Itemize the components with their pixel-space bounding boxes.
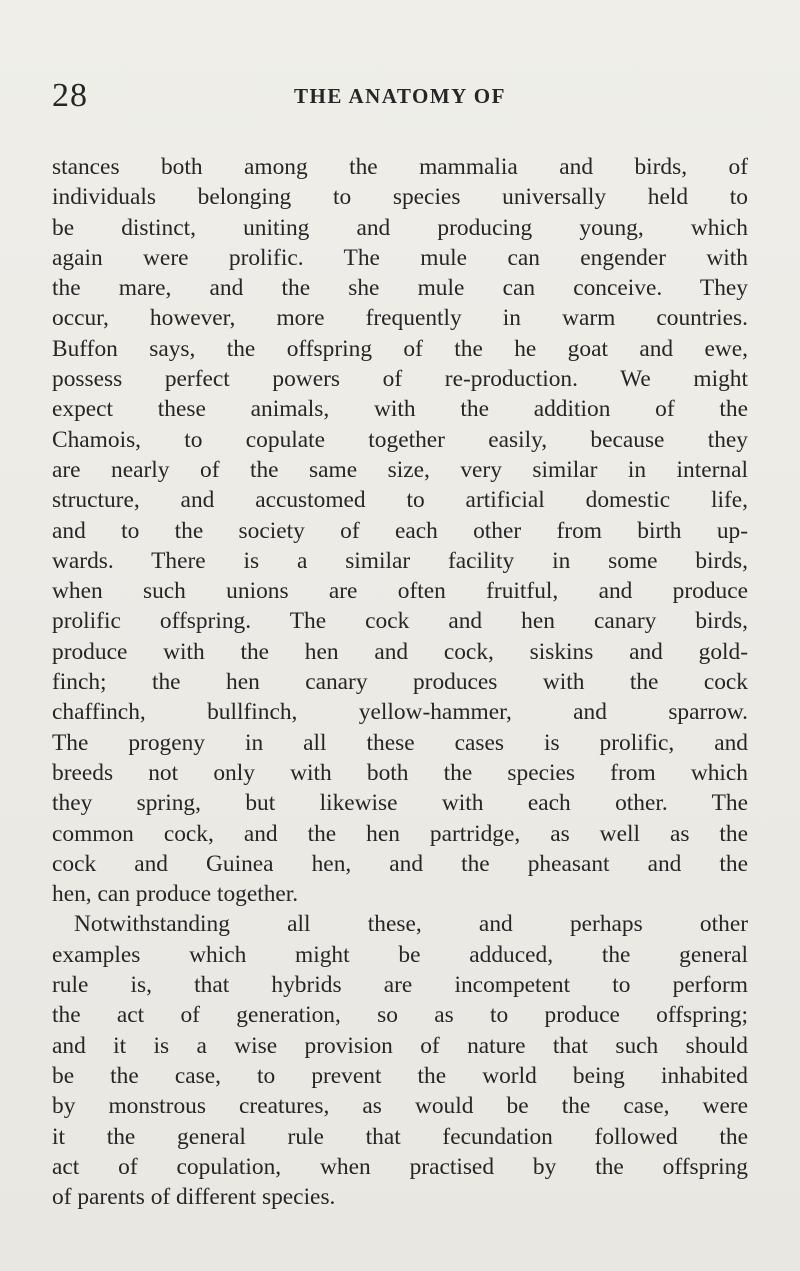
body-text — [52, 152, 748, 1212]
text-line: occur, however, more frequently in warm countries. — [52, 305, 748, 332]
text-line: The progeny in all these cases is prolific, and — [52, 729, 748, 756]
text-line: prolific offspring. The cock and hen canary birds, — [52, 608, 748, 635]
text-line: be distinct, uniting and producing young, which — [52, 214, 748, 241]
text-line: expect these animals, with the addition of the — [52, 396, 748, 423]
text-line: Buffon says, the offspring of the he goat and ewe, — [52, 335, 748, 362]
text-line: act of copulation, when practised by the offspring — [52, 1153, 748, 1180]
text-line: cock and Guinea hen, and the pheasant and the — [52, 850, 748, 877]
text-line: wards. There is a similar facility in some birds, — [52, 547, 748, 574]
text-line: breeds not only with both the species from which — [52, 759, 748, 786]
text-line: the act of generation, so as to produce offspring; — [52, 1002, 748, 1029]
text-line: be the case, to prevent the world being inhabited — [52, 1062, 748, 1089]
paragraph-end-line: of parents of different species. — [52, 1184, 336, 1211]
text-line: produce with the hen and cock, siskins and gold- — [52, 638, 748, 665]
running-head — [52, 76, 748, 116]
text-line: Chamois, to copulate together easily, because they — [52, 426, 748, 453]
paragraph-start-line: Notwithstanding all these, and perhaps other — [74, 911, 748, 938]
text-line: they spring, but likewise with each other. The — [52, 790, 748, 817]
text-line: possess perfect powers of re-production. We might — [52, 366, 748, 393]
text-line: when such unions are often fruitful, and produce — [52, 578, 748, 605]
text-line: rule is, that hybrids are incompetent to perform — [52, 972, 748, 999]
text-line: again were prolific. The mule can engender with — [52, 244, 748, 271]
text-line: by monstrous creatures, as would be the case, were — [52, 1093, 748, 1120]
text-line: chaffinch, bullfinch, yellow-hammer, and sparrow. — [52, 699, 748, 726]
text-line: finch; the hen canary produces with the cock — [52, 669, 748, 696]
text-line: examples which might be adduced, the general — [52, 941, 748, 968]
text-line: individuals belonging to species universally held to — [52, 184, 748, 211]
text-line: common cock, and the hen partridge, as well as the — [52, 820, 748, 847]
text-line: are nearly of the same size, very similar in internal — [52, 456, 748, 483]
text-line: and to the society of each other from birth up- — [52, 517, 748, 544]
text-line: it the general rule that fecundation followed the — [52, 1123, 748, 1150]
page-number: 28 — [52, 77, 88, 114]
text-line: the mare, and the she mule can conceive. They — [52, 275, 748, 302]
paragraph-end-line: hen, can produce together. — [52, 881, 299, 908]
text-line: stances both among the mammalia and birds, of — [52, 154, 748, 180]
text-line: structure, and accustomed to artificial domestic life, — [52, 487, 748, 514]
text-line: and it is a wise provision of nature that such should — [52, 1032, 748, 1059]
running-title: THE ANATOMY OF — [294, 84, 506, 108]
